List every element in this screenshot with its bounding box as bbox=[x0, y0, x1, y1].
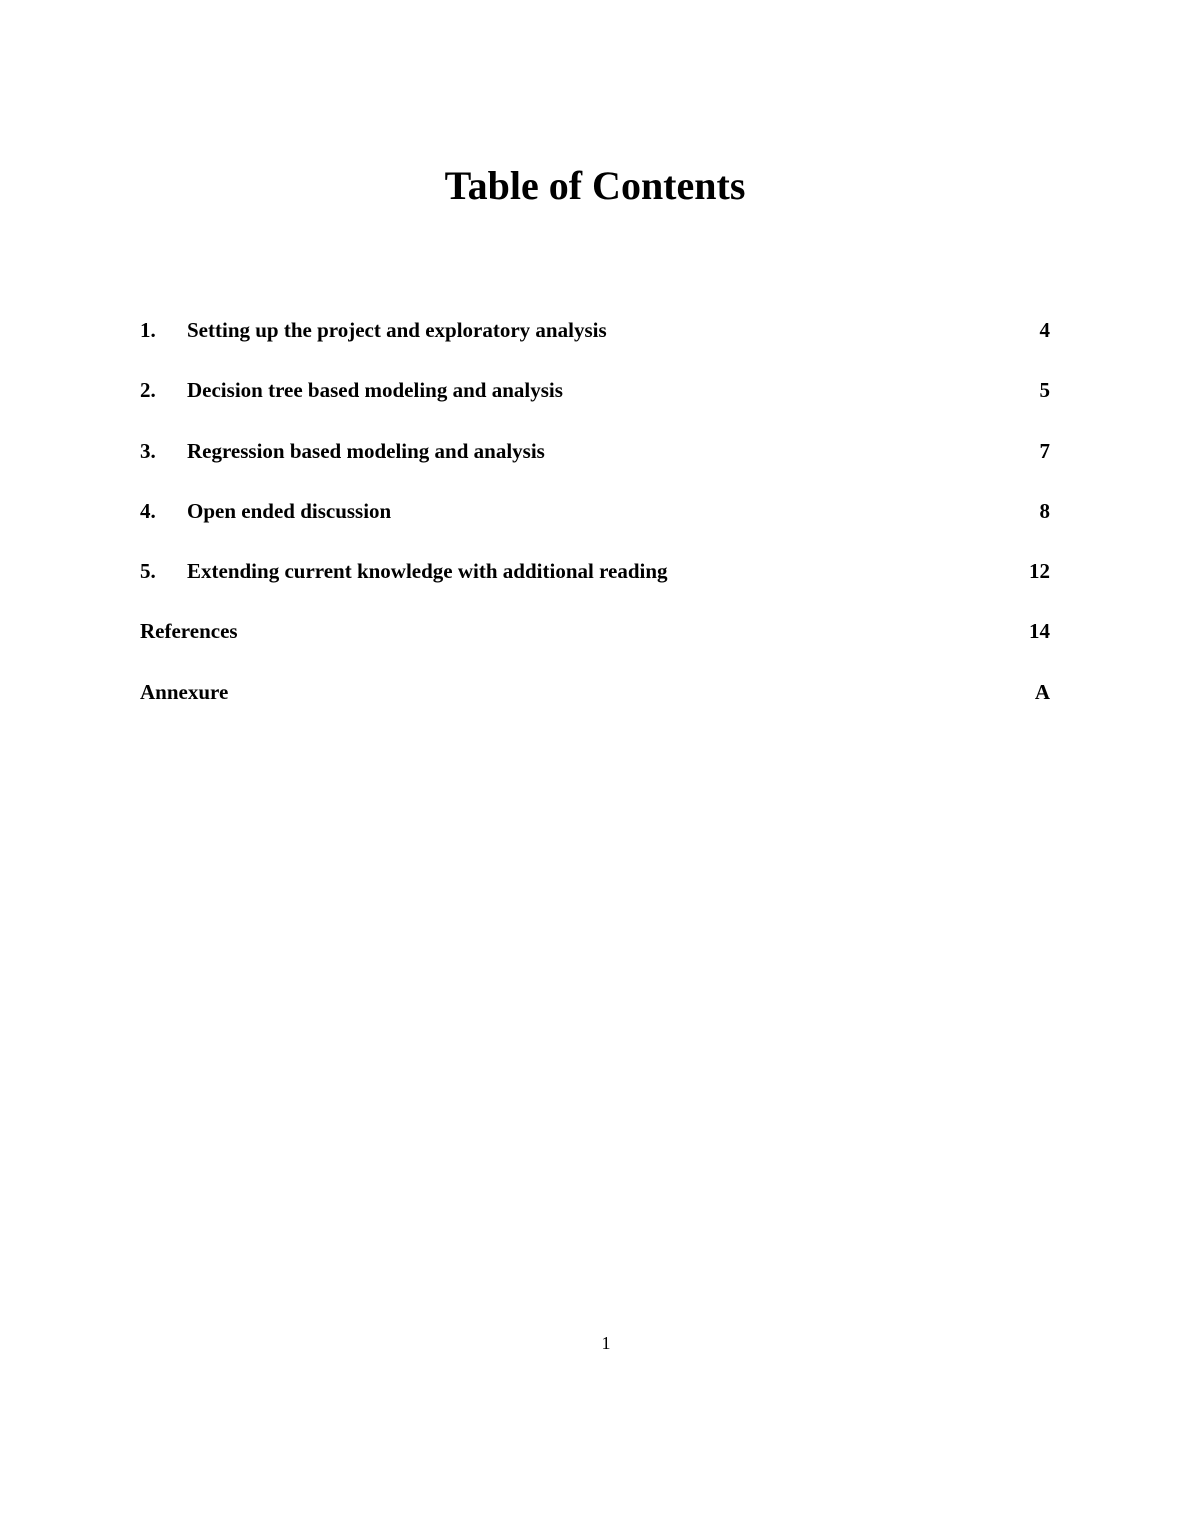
toc-entry[interactable] bbox=[140, 493, 1050, 553]
toc-entry[interactable] bbox=[140, 312, 1050, 372]
toc-entry-page: 7 bbox=[1039, 438, 1050, 463]
page-number: 1 bbox=[601, 1333, 611, 1353]
toc-entry-page: 14 bbox=[1029, 619, 1050, 644]
toc-entry-number: 5. bbox=[140, 559, 156, 584]
page-title: Table of Contents bbox=[444, 163, 746, 208]
toc-entry[interactable] bbox=[140, 433, 1050, 493]
toc-list bbox=[140, 312, 1050, 734]
toc-entry-title: Annexure bbox=[140, 679, 229, 704]
toc-entry-title: Open ended discussion bbox=[187, 498, 392, 523]
toc-entry-page: 5 bbox=[1039, 378, 1050, 403]
toc-entry-number: 2. bbox=[140, 378, 156, 403]
toc-entry-page: 8 bbox=[1039, 498, 1050, 523]
toc-entry-page: 12 bbox=[1029, 559, 1050, 584]
toc-entry-number: 3. bbox=[140, 438, 156, 463]
toc-entry-annexure[interactable] bbox=[140, 674, 1050, 734]
toc-entry-page: 4 bbox=[1039, 318, 1050, 342]
toc-entry-page: A bbox=[1034, 679, 1050, 704]
toc-entry-title: Regression based modeling and analysis bbox=[187, 438, 545, 463]
toc-entry-title: Extending current knowledge with additional reading bbox=[187, 559, 668, 584]
toc-entry-references[interactable] bbox=[140, 613, 1050, 673]
toc-entry[interactable] bbox=[140, 553, 1050, 613]
toc-entry-title: Setting up the project and exploratory analysis bbox=[187, 318, 607, 342]
toc-entry-number: 1. bbox=[140, 318, 156, 342]
toc-entry-number: 4. bbox=[140, 498, 156, 523]
toc-entry[interactable] bbox=[140, 372, 1050, 432]
toc-entry-title: Decision tree based modeling and analysis bbox=[187, 378, 563, 403]
toc-entry-title: References bbox=[140, 619, 238, 644]
